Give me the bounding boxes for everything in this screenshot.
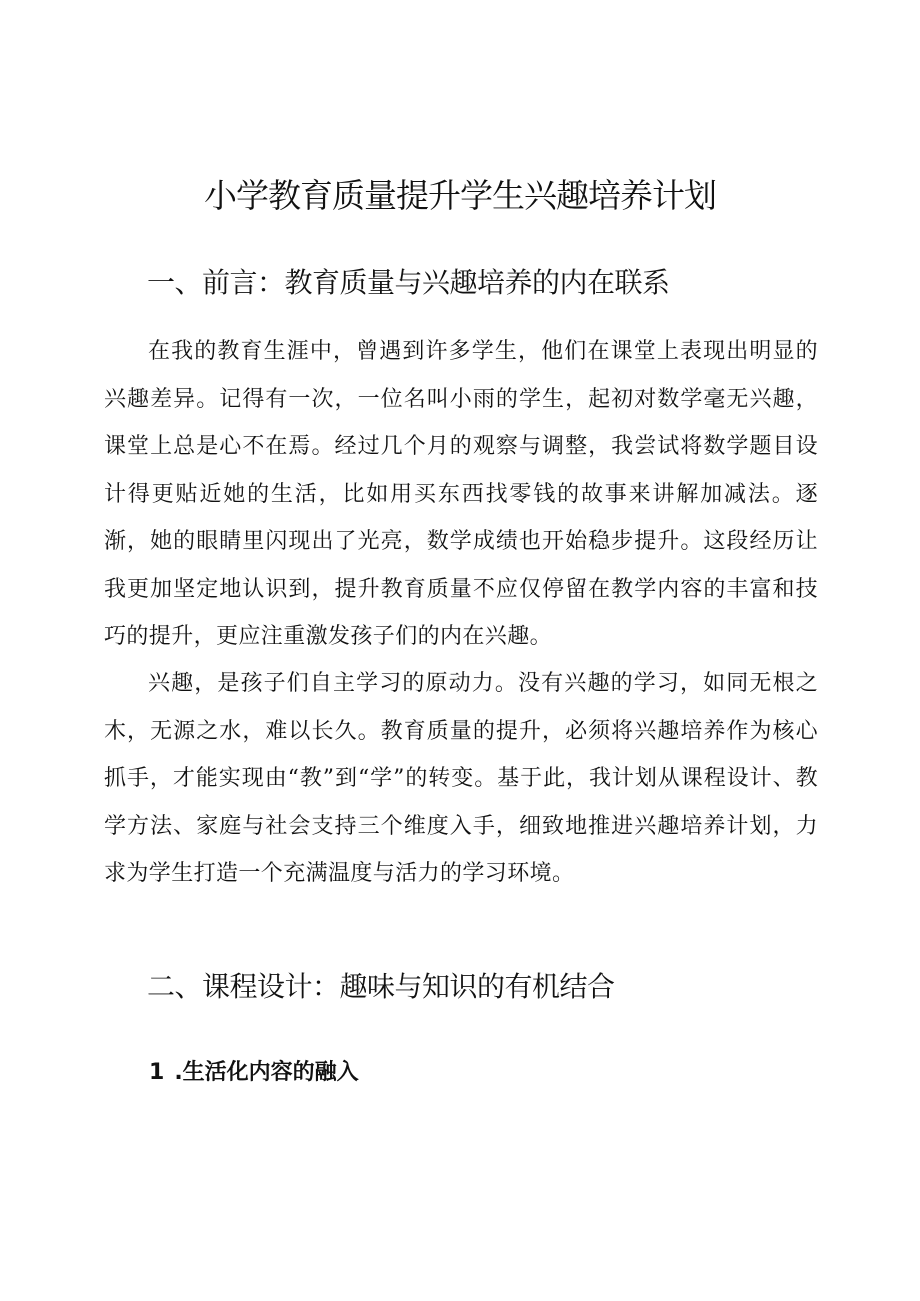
subsection-number: 1 — [149, 1060, 165, 1085]
subsection-label: .生活化内容的融入 — [174, 1060, 359, 1085]
document-title: 小学教育质量提升学生兴趣培养计划 — [204, 176, 716, 215]
paragraph-2: 兴趣，是孩子们自主学习的原动力。没有兴趣的学习，如同无根之木，无源之水，难以长久。教育质量的提升，必须将兴趣培养作为核心抓手，才能实现由“教”到“学”的转变。基于此，我计划从课程设计、教学方法、家庭与社会支持三个维度入手，细致地推进兴趣培养计划，力求为学生打造一个充满温度与活力的学习环境。 — [104, 671, 818, 886]
section-heading-1: 一、前言：教育质量与兴趣培养的内在联系 — [147, 266, 670, 299]
section-heading-2: 二、课程设计：趣味与知识的有机结合 — [147, 970, 615, 1003]
subsection-heading-1 — [149, 1057, 359, 1089]
paragraph-1: 在我的教育生涯中，曾遇到许多学生，他们在课堂上表现出明显的兴趣差异。记得有一次，一位名叫小雨的学生，起初对数学毫无兴趣，课堂上总是心不在焉。经过几个月的观察与调整，我尝试将数学题目设计得更贴近她的生活，比如用买东西找零钱的故事来讲解加减法。逐渐，她的眼睛里闪现出了光亮，数学成绩也开始稳步提升。这段经历让我更加坚定地认识到，提升教育质量不应仅停留在教学内容的丰富和技巧的提升，更应注重激发孩子们的内在兴趣。 — [104, 339, 818, 649]
